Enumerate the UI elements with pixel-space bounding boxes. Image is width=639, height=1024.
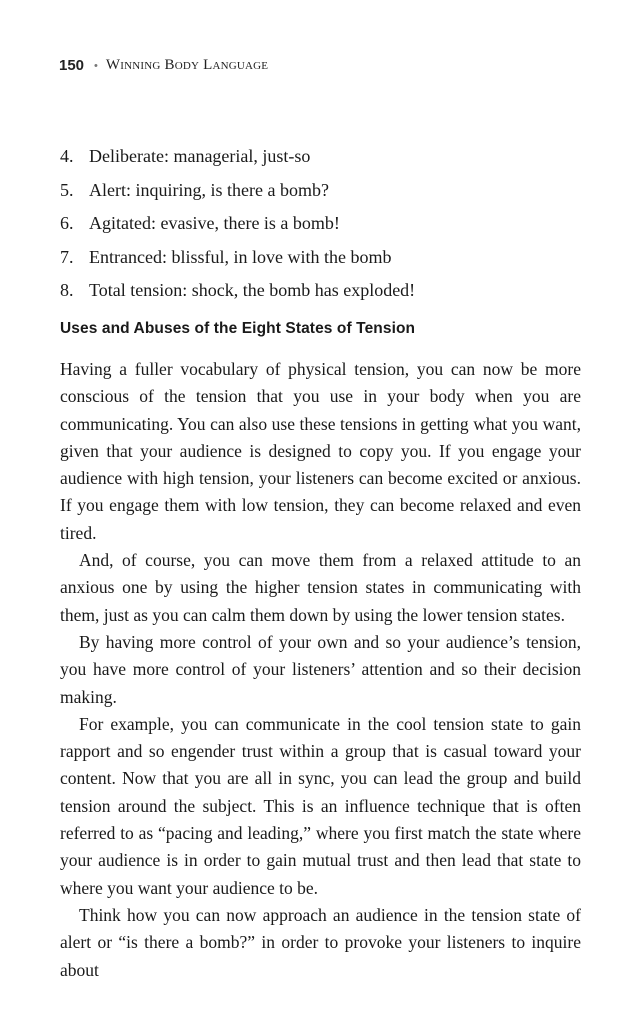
list-item-number: 5. bbox=[60, 179, 74, 200]
list-item-text: Alert: inquiring, is there a bomb? bbox=[89, 179, 329, 200]
paragraph: Think how you can now approach an audience in the tension state of alert or “is there a bomb?” in order to provoke your listeners to inquire about bbox=[60, 904, 581, 980]
list-item-number: 8. bbox=[60, 280, 74, 300]
list-item bbox=[60, 274, 590, 308]
section-heading: Uses and Abuses of the Eight States of Tension bbox=[60, 320, 416, 337]
bullet-separator: • bbox=[94, 59, 98, 72]
paragraph: Having a fuller vocabulary of physical tension, you can now be more conscious of the tension that you use in your body when you are communicating. You can also use these tensions in getting what you want, given that your audience is designed to copy you. If you engage your audience with high tension, your listeners can become excited or anxious. If you engage them with low tension, they can become relaxed and even tired. bbox=[60, 359, 581, 543]
list-item bbox=[60, 140, 590, 174]
tension-states-list bbox=[60, 140, 590, 308]
paragraph: By having more control of your own and so your audience’s tension, you have more control of your listeners’ attention and so their decision making. bbox=[60, 631, 581, 707]
list-item-text: Agitated: evasive, there is a bomb! bbox=[89, 213, 340, 233]
list-item-number: 7. bbox=[60, 246, 74, 267]
list-item-text: Entranced: blissful, in love with the bomb bbox=[89, 246, 392, 267]
list-item bbox=[60, 174, 590, 208]
running-title: Winning Body Language bbox=[105, 57, 269, 73]
body-text bbox=[60, 356, 581, 984]
page-header bbox=[59, 57, 268, 74]
paragraph: For example, you can communicate in the cool tension state to gain rapport and so engender trust within a group that is casual toward your content. Now that you are all in sync, you can lead the group and build tension around the subject. This is an influence technique that is often referred to as “pacing and leading,” where you first match the state where your audience is in order to gain mutual trust and then lead that state to where you want your audience to be. bbox=[60, 713, 581, 898]
list-item-number: 6. bbox=[60, 213, 74, 233]
list-item-text: Deliberate: managerial, just-so bbox=[89, 146, 311, 166]
page-number: 150 bbox=[59, 57, 85, 74]
paragraph: And, of course, you can move them from a relaxed attitude to an anxious one by using the higher tension states in communicating with them, just as you can calm them down by using the lower tension states. bbox=[60, 550, 581, 625]
list-item bbox=[60, 207, 590, 241]
list-item-number: 4. bbox=[60, 146, 74, 166]
list-item bbox=[60, 241, 590, 275]
list-item-text: Total tension: shock, the bomb has exploded! bbox=[89, 280, 416, 300]
